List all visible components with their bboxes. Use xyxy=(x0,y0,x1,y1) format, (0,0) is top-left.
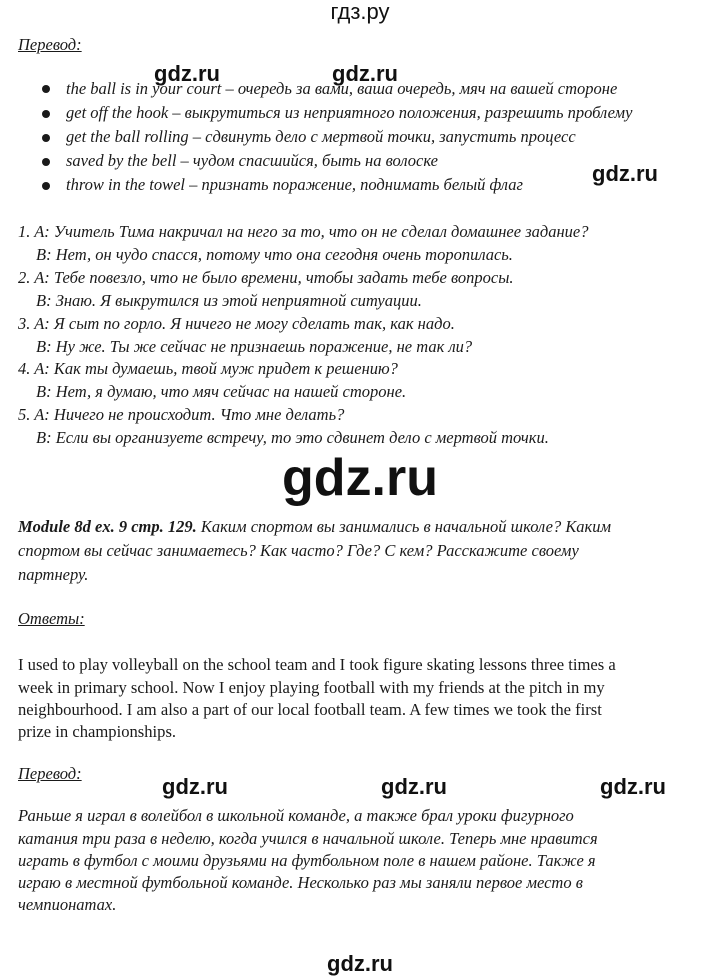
dialogue-line: 2. A: Тебе повезло, что не было времени, чтобы задать тебе вопросы. xyxy=(18,268,514,287)
dialogue-line: B: Ну же. Ты же сейчас не признаешь поражение, не так ли? xyxy=(36,337,473,356)
site-watermark: gdz.ru xyxy=(600,774,666,799)
bullet-icon xyxy=(42,158,50,166)
translation-line: играть в футбол с моими друзьями на футбольном поле в нашем районе. Также я xyxy=(18,851,596,870)
answers-heading: Ответы: xyxy=(18,609,85,628)
answer-line: neighbourhood. I am also a part of our local football team. A few times we took the first xyxy=(18,700,602,719)
translation-heading-1: Перевод: xyxy=(18,35,82,54)
idiom-item: get off the hook – выкрутиться из неприятного положения, разрешить проблему xyxy=(66,103,633,122)
answer-line: I used to play volleyball on the school team and I took figure skating lessons three times a xyxy=(18,655,616,674)
task-line xyxy=(18,515,611,539)
site-watermark: gdz.ru xyxy=(162,774,228,799)
dialogue-line: 5. A: Ничего не происходит. Что мне делать? xyxy=(18,405,345,424)
translation-line: играю в местной футбольной команде. Несколько раз мы заняли первое место в xyxy=(18,873,583,892)
idiom-item: saved by the bell – чудом спасшийся, быть на волоске xyxy=(66,151,438,170)
translation-line: Раньше я играл в волейбол в школьной команде, а также брал уроки фигурного xyxy=(18,806,574,825)
translation-heading-2: Перевод: xyxy=(18,764,82,783)
answer-line: week in primary school. Now I enjoy playing football with my friends at the pitch in my xyxy=(18,678,605,697)
site-watermark: gdz.ru xyxy=(332,61,398,86)
bullet-icon xyxy=(42,182,50,190)
task-text: Каким спортом вы занимались в начальной школе? Каким xyxy=(196,517,612,536)
site-watermark: gdz.ru xyxy=(154,61,220,86)
site-watermark: gdz.ru xyxy=(592,161,658,186)
task-line: спортом вы сейчас занимаетесь? Как часто? Где? С кем? Расскажите своему xyxy=(18,541,579,560)
dialogue-line: 1. A: Учитель Тима накричал на него за то, что он не сделал домашнее задание? xyxy=(18,222,589,241)
idiom-item: the ball is in your court – очередь за вами, ваша очередь, мяч на вашей стороне xyxy=(66,79,618,98)
bullet-icon xyxy=(42,85,50,93)
dialogue-line: B: Знаю. Я выкрутился из этой неприятной ситуации. xyxy=(36,291,422,310)
dialogue-line: B: Если вы организуете встречу, то это сдвинет дело с мертвой точки. xyxy=(36,428,549,447)
task-label: Module 8d ex. 9 стр. 129. xyxy=(18,517,197,536)
site-watermark-top: гдз.ру xyxy=(330,0,390,24)
translation-line: чемпионатах. xyxy=(18,895,117,914)
site-watermark-large: gdz.ru xyxy=(282,449,438,507)
dialogue-line: B: Нет, я думаю, что мяч сейчас на нашей стороне. xyxy=(36,382,407,401)
task-line: партнеру. xyxy=(18,565,89,584)
idiom-item: throw in the towel – признать поражение, поднимать белый флаг xyxy=(66,175,523,194)
site-watermark: gdz.ru xyxy=(381,774,447,799)
translation-line: катания три раза в неделю, когда учился в начальной школе. Теперь мне нравится xyxy=(18,829,598,848)
answer-line: prize in championships. xyxy=(18,722,177,741)
idiom-item: get the ball rolling – сдвинуть дело с мертвой точки, запустить процесс xyxy=(66,127,576,146)
site-watermark-bottom: gdz.ru xyxy=(327,951,393,976)
dialogue-line: 3. A: Я сыт по горло. Я ничего не могу сделать так, как надо. xyxy=(18,314,455,333)
dialogue-line: B: Нет, он чудо спасся, потому что она сегодня очень торопилась. xyxy=(36,245,513,264)
bullet-icon xyxy=(42,134,50,142)
dialogue-line: 4. A: Как ты думаешь, твой муж придет к решению? xyxy=(18,359,398,378)
bullet-icon xyxy=(42,110,50,118)
